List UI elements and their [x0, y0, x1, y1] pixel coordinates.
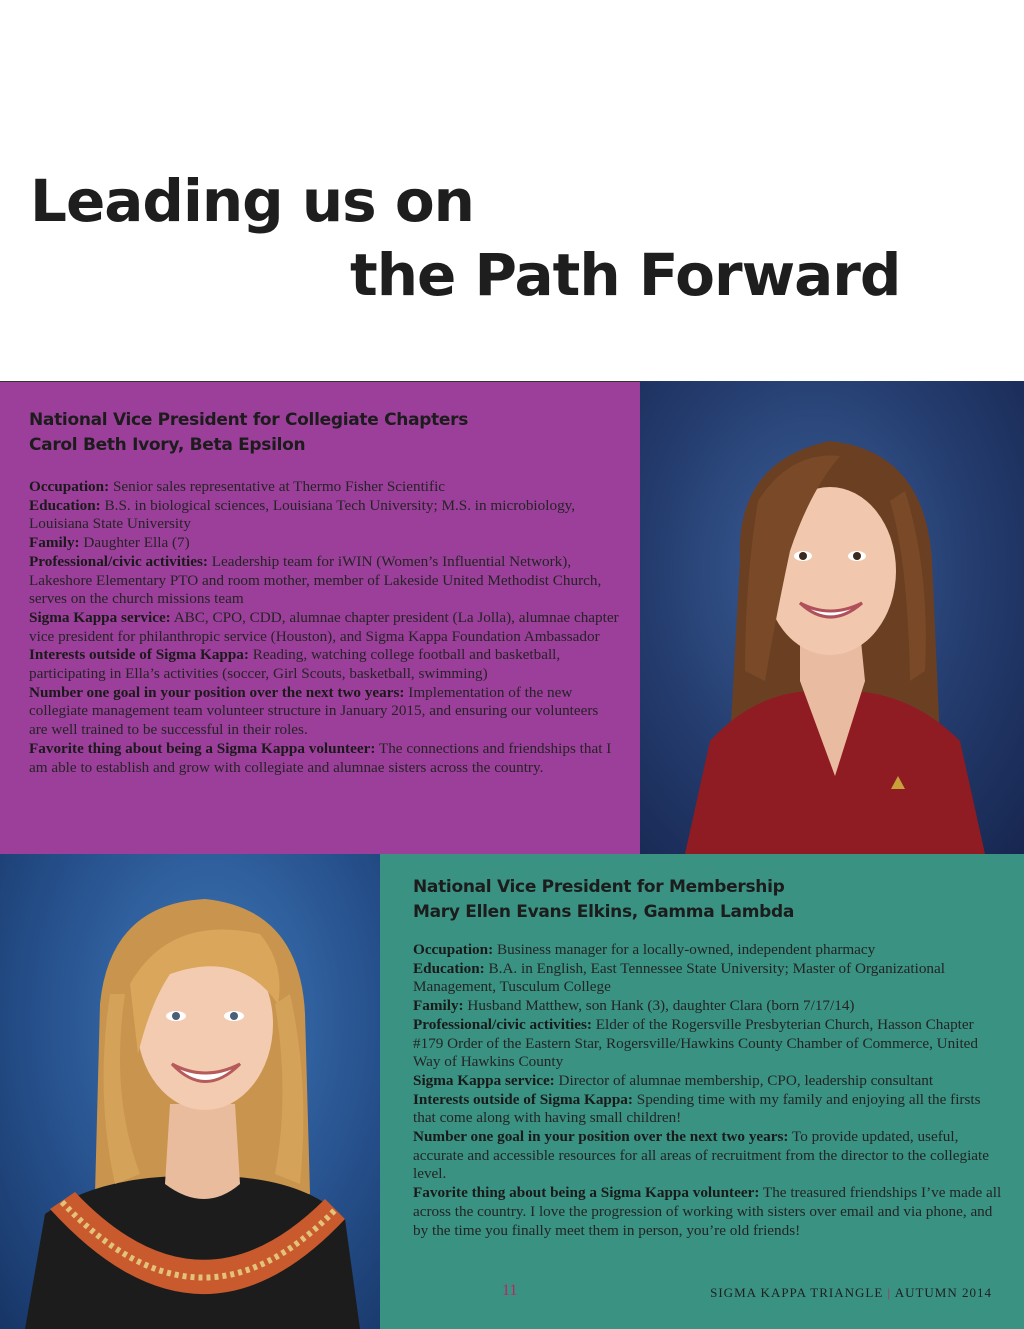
bio-text: B.A. in English, East Tennessee State University; Master of Organizational Management, Tusculum College — [413, 959, 945, 996]
bio-text: The treasured friendships I’ve made all across the country. I love the progression of working with sisters over email and via phone, and by the time you finally meet them in person, you’re old friends! — [413, 1184, 1002, 1239]
bio-label: Favorite thing about being a Sigma Kappa volunteer: — [29, 739, 376, 757]
bio-text: Director of alumnae membership, CPO, leadership consultant — [554, 1071, 934, 1089]
bio-text: ABC, CPO, CDD, alumnae chapter president (La Jolla), alumnae chapter vice president for philanthropic service (Houston), and Sigma Kappa Foundation Ambassador — [29, 608, 619, 645]
portrait-illustration — [640, 381, 1024, 854]
bio-field — [29, 740, 619, 777]
bio-field — [29, 478, 619, 497]
portrait-photo-collegiate — [640, 381, 1024, 854]
profile-heading-collegiate — [29, 408, 468, 458]
profile-role: National Vice President for Membership — [413, 877, 785, 897]
profile-bio-collegiate — [29, 478, 619, 777]
bio-text: Elder of the Rogersville Presbyterian Church, Hasson Chapter #179 Order of the Eastern Star, Rogersville/Hawkins County Chamber of Commerce, United Way of Hawkins County — [413, 1015, 978, 1071]
bio-label: Interests outside of Sigma Kappa: — [413, 1090, 633, 1108]
portrait-illustration — [0, 854, 380, 1329]
page-number: 11 — [502, 1282, 518, 1299]
profile-name: Carol Beth Ivory, Beta Epsilon — [29, 435, 306, 455]
bio-text: Spending time with my family and enjoying all the firsts that come along with having small children! — [413, 1090, 981, 1127]
portrait-photo-membership — [0, 854, 380, 1329]
bio-label: Education: — [29, 496, 101, 514]
bio-field — [29, 497, 619, 534]
bio-field — [29, 534, 619, 553]
bio-field — [29, 684, 619, 740]
bio-text: Senior sales representative at Thermo Fisher Scientific — [109, 478, 446, 495]
magazine-title: SIGMA KAPPA TRIANGLE — [710, 1285, 884, 1300]
bio-field — [413, 1091, 1003, 1128]
footer-separator: | — [887, 1285, 892, 1300]
bio-label: Favorite thing about being a Sigma Kappa volunteer: — [413, 1184, 760, 1202]
profile-role: National Vice President for Collegiate Chapters — [29, 410, 469, 430]
bio-text: Daughter Ella (7) — [79, 534, 190, 552]
bio-label: Occupation: — [413, 941, 494, 958]
bio-label: Sigma Kappa service: — [29, 608, 171, 626]
bio-label: Number one goal in your position over the next two years: — [413, 1128, 789, 1146]
bio-text: Husband Matthew, son Hank (3), daughter Clara (born 7/17/14) — [463, 997, 855, 1015]
headline-line-2: the Path Forward — [350, 241, 901, 309]
bio-field — [413, 960, 1003, 997]
bio-label: Occupation: — [29, 478, 110, 495]
profile-heading-membership — [413, 875, 794, 925]
bio-field — [413, 997, 1003, 1016]
bio-label: Sigma Kappa service: — [413, 1071, 555, 1089]
bio-text: B.S. in biological sciences, Louisiana Tech University; M.S. in microbiology, Louisiana State University — [29, 496, 576, 533]
bio-field — [413, 1184, 1003, 1240]
bio-text: Leadership team for iWIN (Women’s Influential Network), Lakeshore Elementary PTO and room mother, member of Lakeside United Methodist Church, serves on the church missions team — [29, 552, 602, 608]
bio-field — [413, 941, 1003, 960]
profile-bio-membership — [413, 941, 1003, 1240]
bio-label: Family: — [29, 534, 80, 552]
bio-label: Interests outside of Sigma Kappa: — [29, 646, 249, 664]
bio-text: Implementation of the new collegiate management team volunteer structure in January 2015, and ensuring our volunteers are well trained to be successful in their roles. — [29, 683, 599, 739]
bio-text: Reading, watching college football and basketball, participating in Ella’s activities (soccer, Girl Scouts, basketball, swimming) — [29, 646, 561, 683]
profile-name: Mary Ellen Evans Elkins, Gamma Lambda — [413, 902, 795, 922]
bio-field — [29, 646, 619, 683]
bio-field — [413, 1128, 1003, 1184]
bio-text: To provide updated, useful, accurate and accessible resources for all areas of recruitment from the director to the collegiate level. — [413, 1128, 989, 1183]
bio-label: Education: — [413, 959, 485, 977]
bio-field — [413, 1072, 1003, 1091]
bio-label: Number one goal in your position over the next two years: — [29, 683, 405, 701]
bio-label: Family: — [413, 997, 464, 1015]
bio-field — [413, 1016, 1003, 1072]
bio-label: Professional/civic activities: — [413, 1015, 592, 1033]
bio-field — [29, 553, 619, 609]
bio-text: Business manager for a locally-owned, independent pharmacy — [493, 941, 876, 958]
headline-line-1: Leading us on — [30, 167, 474, 235]
bio-field — [29, 609, 619, 646]
running-footer — [710, 1285, 992, 1301]
bio-label: Professional/civic activities: — [29, 552, 208, 570]
bio-text: The connections and friendships that I am able to establish and grow with collegiate and alumnae sisters across the country. — [29, 739, 612, 776]
issue-date: AUTUMN 2014 — [894, 1285, 992, 1300]
